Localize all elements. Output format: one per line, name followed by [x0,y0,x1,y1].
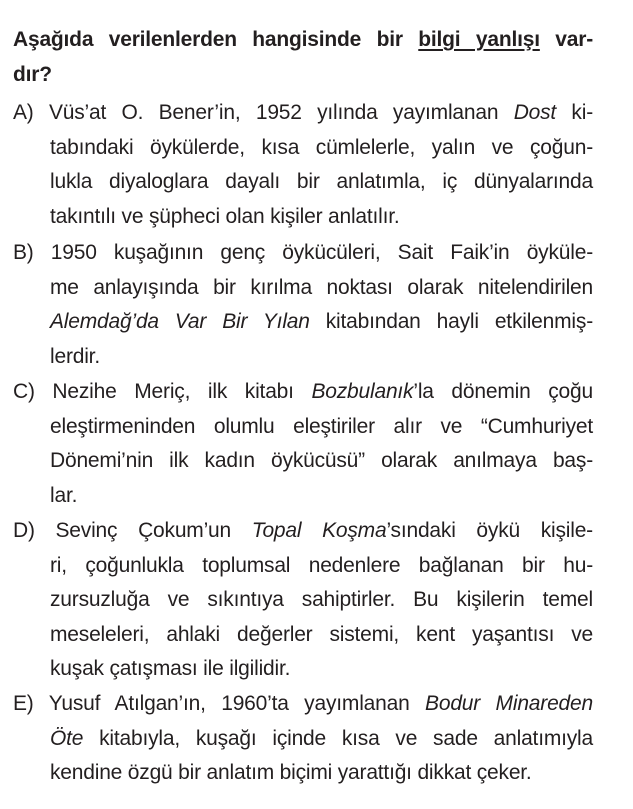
option-text: Sevinç Çokum’un [34,519,252,542]
option-letter: D) [13,519,35,542]
option-line: lerdir. [50,344,100,368]
option-line: lar. [50,483,78,507]
option-line [13,96,593,131]
question-emphasis: bilgi yanlışı [418,28,540,51]
option-line [13,514,593,549]
question-stem [13,22,593,92]
question-line-1 [13,22,593,57]
option-letter: A) [13,101,34,124]
option-line: eleştirmeninden olumlu eleştiriler alır ve “Cumhuriyet [50,414,593,438]
option-line: zursuzluğa ve sıkıntıya sahiptirler. Bu kişilerin temel [50,588,593,611]
option-line [13,687,593,722]
option-e[interactable] [13,687,593,791]
option-letter: B) [13,241,34,264]
option-line [13,375,593,410]
option-text: kitabından hayli etkilenmiş- [309,310,593,333]
option-line: tabındaki öykülerde, kısa cümlelerle, yalın ve çoğun- [50,135,593,159]
option-a[interactable] [13,96,593,234]
option-text: kitabıyla, kuşağı içinde kısa ve sade anlatımıyla [83,726,593,750]
option-letter: C) [13,380,35,403]
book-title: Bodur Minareden [425,692,593,715]
option-text: Nezihe Meriç, ilk kitabı [34,380,312,403]
option-text: ki- [556,101,593,124]
book-title: Topal Koşma [251,519,387,542]
option-text: ’la dönemin çoğu [413,380,593,403]
question-text: var- [539,28,594,51]
option-text: ’sındaki öykü kişile- [386,519,593,542]
option-letter: E) [13,692,34,715]
option-line: me anlayışında bir kırılma noktası olarak nitelendirilen [50,275,593,299]
question-text: Aşağıda verilenlerden hangisinde bir [13,28,419,51]
option-line: lukla diyaloglara dayalı bir anlatımla, iç dünyalarında [50,170,593,193]
option-b[interactable] [13,236,593,374]
option-line: kuşak çatışması ile ilgilidir. [50,657,291,680]
book-title: Alemdağ’da Var Bir Yılan [50,310,310,333]
option-text: Yusuf Atılgan’ın, 1960’ta yayımlanan [33,692,426,715]
option-line: kendine özgü bir anlatım biçimi yarattığı dikkat çeker. [50,761,532,784]
book-title: Bozbulanık [311,380,414,403]
option-text: Vüs’at O. Bener’in, 1952 yılında yayımlanan [33,101,514,124]
option-line: ri, çoğunlukla toplumsal nedenlere bağlanan bir hu- [50,553,593,577]
question-line-2: dır? [13,63,52,86]
option-line: takıntılı ve şüpheci olan kişiler anlatılır. [50,204,400,228]
option-d[interactable] [13,514,593,687]
option-c[interactable] [13,375,593,513]
option-line [13,722,593,757]
option-line: Dönemi’nin ilk kadın öykücüsü” olarak anılmaya baş- [50,449,593,472]
book-title: Dost [513,101,557,124]
option-text: 1950 kuşağının genç öykücüleri, Sait Faik’in öyküle- [33,241,593,264]
option-line [13,305,593,340]
option-line: meseleleri, ahlaki değerler sistemi, kent yaşantısı ve [50,622,593,646]
book-title: Öte [50,726,84,750]
option-line [13,236,593,271]
